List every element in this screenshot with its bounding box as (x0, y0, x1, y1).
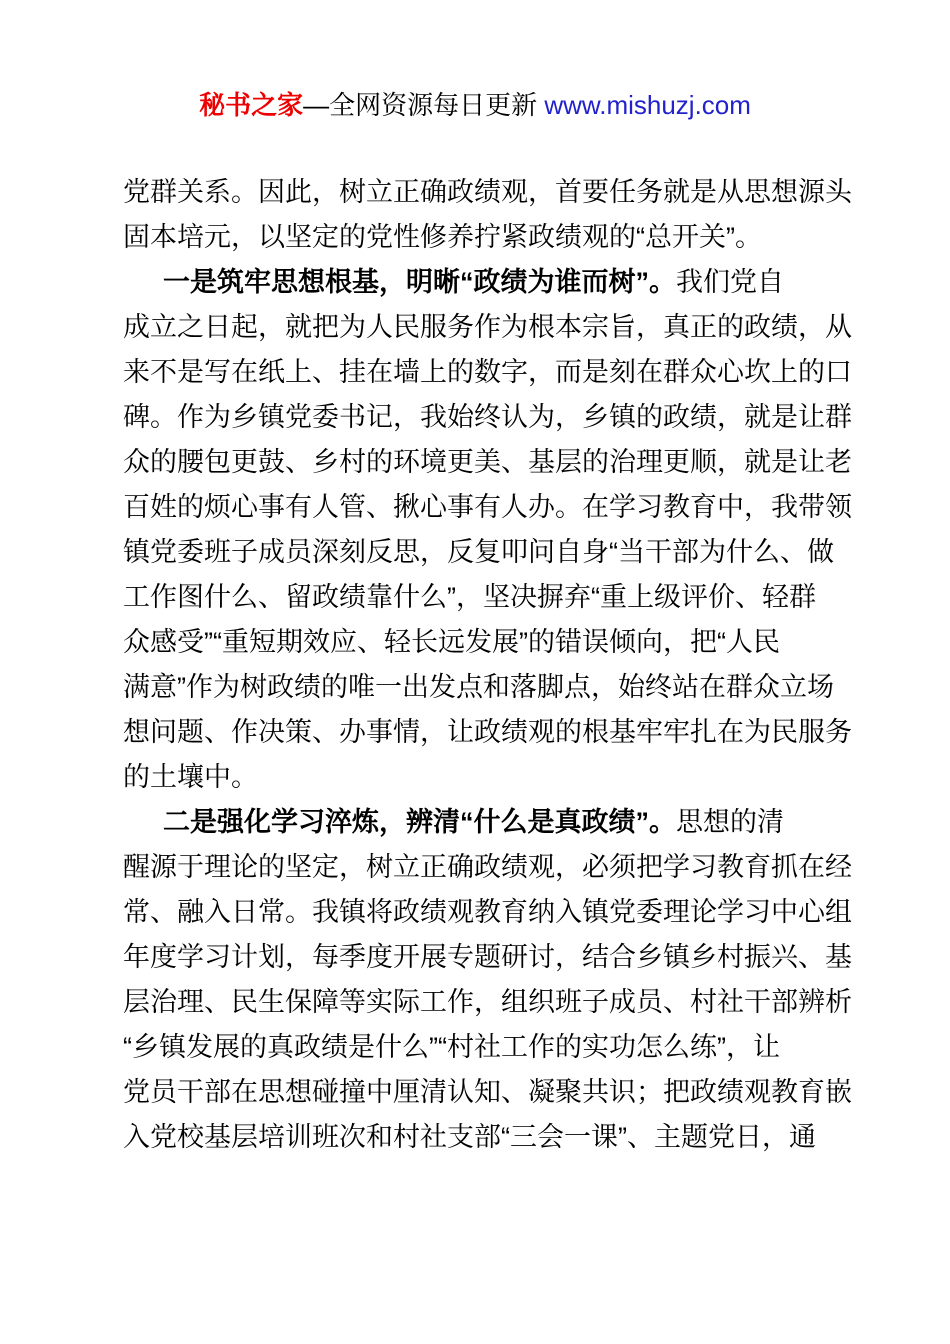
text-run: 党群关系。因此，树立正确政绩观，首要任务就是从思想源头 (123, 177, 852, 207)
text-run: 成立之日起，就把为人民服务作为根本宗旨，真正的政绩，从 (123, 312, 852, 342)
text-run: 百姓的烦心事有人管、揪心事有人办。在学习教育中，我带领 (123, 492, 852, 522)
text-line (123, 1115, 853, 1160)
text-line (123, 575, 853, 620)
site-brand: 秘书之家 (199, 90, 304, 120)
text-line (123, 170, 853, 215)
text-line (123, 800, 853, 845)
text-run: 镇党委班子成员深刻反思，反复叩问自身“当干部为什么、做 (123, 537, 834, 567)
text-run: 思想的清 (676, 807, 784, 837)
text-line (123, 755, 853, 800)
text-line (123, 935, 853, 980)
text-line (123, 980, 853, 1025)
text-line (123, 1070, 853, 1115)
document-body (123, 170, 853, 1160)
text-run: 碑。作为乡镇党委书记，我始终认为，乡镇的政绩，就是让群 (123, 402, 852, 432)
text-run: 想问题、作决策、办事情，让政绩观的根基牢牢扎在为民服务 (123, 717, 852, 747)
text-line (123, 710, 853, 755)
text-run: 我们党自 (676, 267, 784, 297)
text-line (123, 260, 853, 305)
text-line (123, 395, 853, 440)
text-run: 年度学习计划，每季度开展专题研讨，结合乡镇乡村振兴、基 (123, 942, 852, 972)
text-run: 满意”作为树政绩的唯一出发点和落脚点，始终站在群众立场 (123, 672, 834, 702)
text-line (123, 305, 853, 350)
text-run: 常、融入日常。我镇将政绩观教育纳入镇党委理论学习中心组 (123, 897, 852, 927)
text-run: 层治理、民生保障等实际工作，组织班子成员、村社干部辨析 (123, 987, 852, 1017)
text-run: 醒源于理论的坚定，树立正确政绩观，必须把学习教育抓在经 (123, 852, 852, 882)
text-run: 众感受”“重短期效应、轻长远发展”的错误倾向，把“人民 (123, 627, 780, 657)
text-line (123, 485, 853, 530)
text-line (123, 440, 853, 485)
site-tagline: —全网资源每日更新 (303, 90, 545, 120)
page-header (0, 86, 950, 124)
text-run: 入党校基层培训班次和村社支部“三会一课”、主题党日，通 (123, 1122, 816, 1152)
text-line (123, 665, 853, 710)
text-run: 的土壤中。 (123, 762, 258, 792)
text-run: “乡镇发展的真政绩是什么”“村社工作的实功怎么练”，让 (123, 1032, 780, 1062)
text-run: 固本培元，以坚定的党性修养拧紧政绩观的“总开关”。 (123, 222, 762, 252)
text-run-bold: 一是筑牢思想根基，明晰“政绩为谁而树”。 (163, 267, 676, 297)
text-line (123, 845, 853, 890)
site-url-link[interactable]: www.mishuzj.com (544, 90, 751, 120)
text-run: 来不是写在纸上、挂在墙上的数字，而是刻在群众心坎上的口 (123, 357, 852, 387)
text-line (123, 1025, 853, 1070)
text-run: 众的腰包更鼓、乡村的环境更美、基层的治理更顺，就是让老 (123, 447, 852, 477)
text-line (123, 215, 853, 260)
text-run: 党员干部在思想碰撞中厘清认知、凝聚共识；把政绩观教育嵌 (123, 1077, 852, 1107)
text-line (123, 350, 853, 395)
text-line (123, 620, 853, 665)
text-run-bold: 二是强化学习淬炼，辨清“什么是真政绩”。 (163, 807, 676, 837)
text-line (123, 890, 853, 935)
text-line (123, 530, 853, 575)
text-run: 工作图什么、留政绩靠什么”，坚决摒弃“重上级评价、轻群 (123, 582, 816, 612)
